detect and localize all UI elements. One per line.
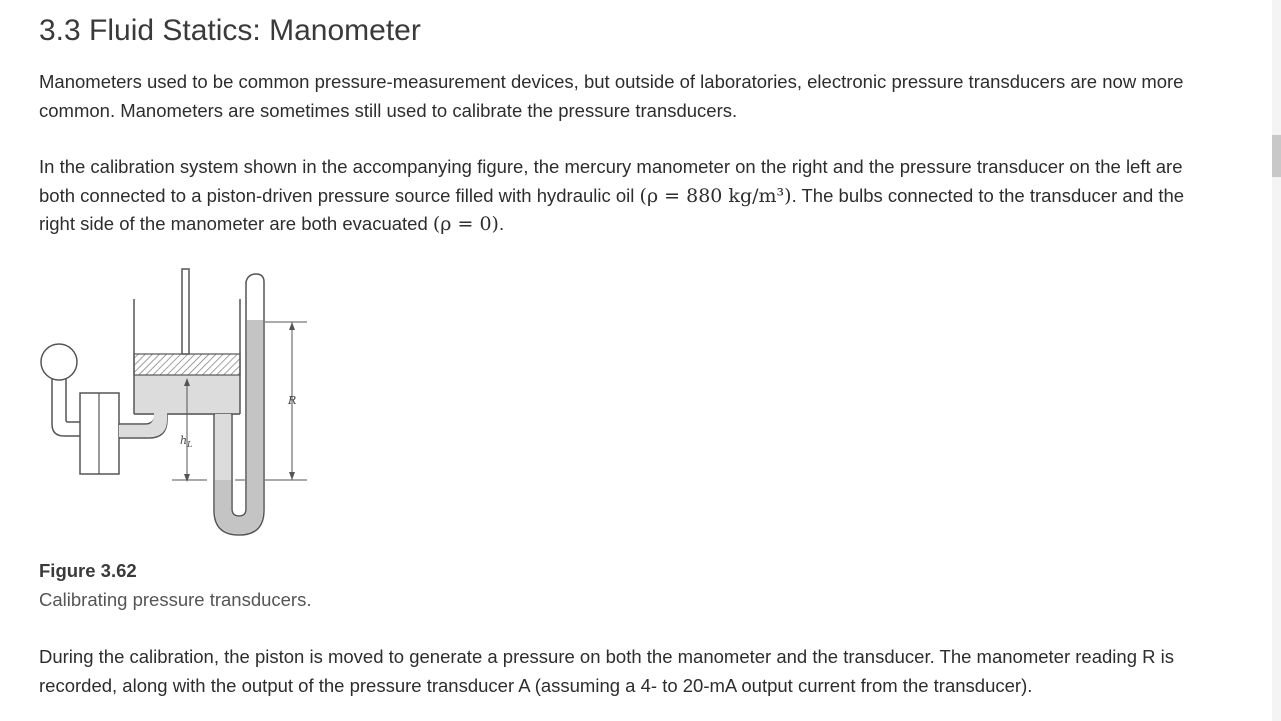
calibration-figure — [39, 262, 319, 542]
setup-text-2: . The bulbs connected to the transducer and the right side of the manometer are both evacuated — [39, 184, 1185, 234]
hl-label: $h_L$ — [180, 434, 193, 449]
vacuum-density-formula: (ρ = 0) — [432, 213, 499, 235]
r-label: R — [288, 394, 297, 407]
piston-head — [134, 354, 240, 375]
scrollbar-thumb[interactable] — [1272, 135, 1281, 177]
setup-paragraph — [39, 153, 1199, 239]
figure-caption: Calibrating pressure transducers. — [39, 589, 312, 610]
figure-number: Figure 3.62 — [39, 560, 137, 581]
transducer-bulb — [41, 344, 77, 380]
page-title: 3.3 Fluid Statics: Manometer — [39, 14, 421, 47]
intro-paragraph: Manometers used to be common pressure-measurement devices, but outside of laboratories, electronic pressure transducers are now more common. Manometers are sometimes still used to calibrate the pressure transducers. — [39, 71, 1184, 121]
setup-text-3: . — [498, 213, 505, 234]
scrollbar-track[interactable] — [1272, 0, 1281, 721]
procedure-paragraph: During the calibration, the piston is moved to generate a pressure on both the manometer and the transducer. The manometer reading R is recorded, along with the output of the pressure transducer A (assuming a 4- to 20-mA output current from the transducer). — [39, 646, 1174, 696]
setup-text-1: In the calibration system shown in the accompanying figure, the mercury manometer on the right and the pressure transducer on the left are both connected to a piston-driven pressure source filled with hydraulic oil — [39, 156, 1183, 206]
oil-density-formula: (ρ = 880 kg/m³) — [639, 184, 792, 207]
piston-rod — [182, 269, 189, 354]
